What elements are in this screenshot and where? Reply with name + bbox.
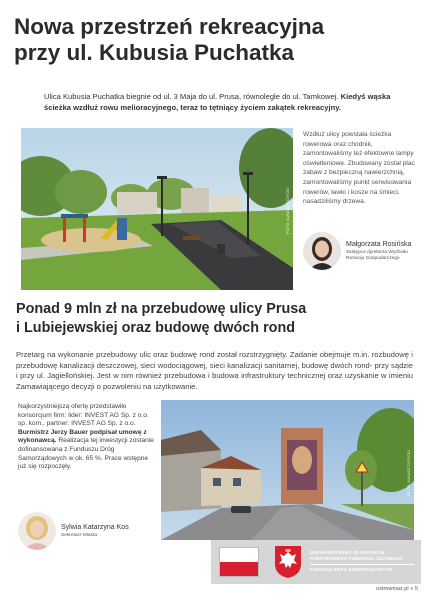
- avatar-malgorzata: [303, 232, 341, 270]
- page-title-line1: Nowa przestrzeń rekreacyjna: [14, 14, 325, 39]
- funding-box: [211, 540, 421, 584]
- funding-divider: [310, 564, 414, 565]
- author-name: Małgorzata Rosińska: [346, 240, 412, 248]
- author-role-line1: Zastępca dyrektora Wydziału: [346, 249, 408, 255]
- polish-eagle-emblem-icon: [273, 544, 303, 579]
- author-name-2: Sylwia Katarzyna Kos: [61, 523, 129, 531]
- page-title: [14, 14, 418, 66]
- lead-bold-text: Kiedyś wąska ścieżka wzdłuż rowu melioracyjnego, teraz to tętniący życiem zakątek rekreacyjny.: [44, 92, 391, 112]
- photo-credit-2: FOTO: ŁUKASZ GIŻYCKI: [406, 450, 411, 496]
- author-role-line2: Rozwoju Gospodarczego: [346, 255, 400, 261]
- section-title-line1: Ponad 9 mln zł na przebudowę ulicy Prusa: [16, 301, 307, 317]
- quote-author-1: [303, 232, 418, 270]
- sidebar-paragraph: Wzdłuż ulicy powstała ścieżka rowerowa oraz chodnik, zamontowaliśmy też efektowne lampy oświetleniowe. Zbudowany został plac zabaw z bezpieczną nawierzchnią, zamontowaliśmy punkt serwisowania rowerów, ławki i kosze na śmieci, nasadziliśmy drzewa.: [303, 131, 415, 206]
- section-body: Przetarg na wykonanie przebudowy ulic oraz budowę rond został rozstrzygnięty. Zadanie obejmuje m.in. rozbudowę i przebudowę kanalizacji deszczowej, sieci wodociągowej, sieci kanalizacji sanitarnej, budowę dwóch rond- przy sądzie i przy ul. Jagiellońskiej. Jest w nim również przebudowa i budowa infrastruktury technicznej oraz uzyskanie w imieniu Zamawiającego decyzji o pozwoleniu na użytkowanie.: [16, 350, 413, 391]
- quote-author-2: [18, 512, 158, 550]
- page-footer: [376, 586, 418, 592]
- park-photo: [21, 128, 293, 290]
- investment-text-2: Realizacja tej inwestycji zostanie dofinansowana z Funduszu Dróg Samorządowych w ok. 65 %. Prace wstępne już się rozpoczęły.: [18, 437, 154, 471]
- investment-paragraph: [18, 403, 154, 472]
- photo-credit: FOTO: ŁUKASZ GIŻYCKI: [285, 188, 290, 234]
- page-number: 5: [414, 586, 418, 592]
- section-title-line2: i Lubiejewskiej oraz budowę dwóch rond: [16, 320, 296, 336]
- section-title: [16, 300, 420, 338]
- lead-paragraph: [44, 92, 416, 113]
- footer-site-link[interactable]: ostrowmaz.pl: [376, 586, 409, 592]
- street-photo: [161, 400, 414, 540]
- page-title-line2: przy ul. Kubusia Puchatka: [14, 40, 295, 65]
- funding-line-2: PAŃSTWOWEGO FUNDUSZU CELOWEGO: [310, 556, 403, 561]
- author-role-2: Sekretarz Miasta: [61, 532, 97, 538]
- funding-line-3: FUNDUSZ DRÓG SAMORZĄDOWYCH: [310, 567, 393, 572]
- investment-text-1: Najkorzystniejszą ofertę przedstawiło konsorcjum firm: lider: INVEST AG Sp. z o.o. sp. kom., partner: INVEST AG Sp. z o.o.: [18, 403, 149, 428]
- footer-bullet-icon: ●: [410, 586, 414, 592]
- lead-text: Ulica Kubusia Puchatka biegnie od ul. 3 Maja do ul. Prusa, równolegle do ul. Tamkowej.: [44, 92, 341, 101]
- investment-bold-text: Burmistrz Jerzy Bauer podpisał umowę z wykonawcą.: [18, 428, 147, 445]
- polish-flag-icon: [219, 547, 259, 577]
- funding-line-1: DOFINANSOWANO ZE ŚRODKÓW: [310, 550, 385, 555]
- avatar-sylwia: [18, 512, 56, 550]
